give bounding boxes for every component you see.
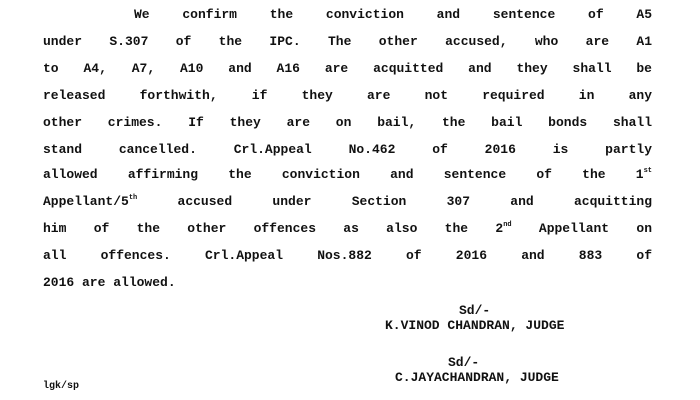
signature-sd-2: Sd/-	[448, 355, 480, 370]
paragraph-line-4: released forthwith, if they are not required in any	[43, 88, 652, 103]
paragraph-line-3: to A4, A7, A10 and A16 are acquitted and they shall be	[43, 61, 652, 76]
paragraph-line-2: under S.307 of the IPC. The other accused, who are A1	[43, 34, 652, 49]
line-8-text-a: Appellant/5	[43, 194, 129, 209]
superscript-th: th	[128, 194, 138, 202]
paragraph-line-9	[43, 221, 652, 237]
judge-name-2: C.JAYACHANDRAN, JUDGE	[395, 370, 559, 385]
footer-initials: lgk/sp	[43, 381, 80, 392]
line-9-text-a: him of the other offences as also the 2	[43, 221, 504, 236]
signature-sd-1: Sd/-	[459, 303, 491, 318]
line-9-text-b: Appellant on	[538, 221, 652, 236]
judge-name-1: K.VINOD CHANDRAN, JUDGE	[385, 318, 565, 333]
line-7-text: allowed affirming the conviction and sentence of the 1	[43, 167, 644, 182]
paragraph-line-10: all offences. Crl.Appeal Nos.882 of 2016 and 883 of	[43, 248, 652, 263]
line-8-text-b: accused under Section 307 and acquitting	[177, 194, 652, 209]
paragraph-line-1: We confirm the conviction and sentence of A5	[134, 7, 652, 22]
paragraph-line-8	[43, 194, 652, 210]
paragraph-line-6: stand cancelled. Crl.Appeal No.462 of 2016 is partly	[43, 142, 652, 157]
paragraph-line-11: 2016 are allowed.	[43, 275, 176, 290]
superscript-st: st	[643, 167, 652, 175]
paragraph-line-5: other crimes. If they are on bail, the bail bonds shall	[43, 115, 652, 130]
paragraph-line-7	[43, 167, 652, 183]
superscript-nd: nd	[503, 221, 512, 229]
